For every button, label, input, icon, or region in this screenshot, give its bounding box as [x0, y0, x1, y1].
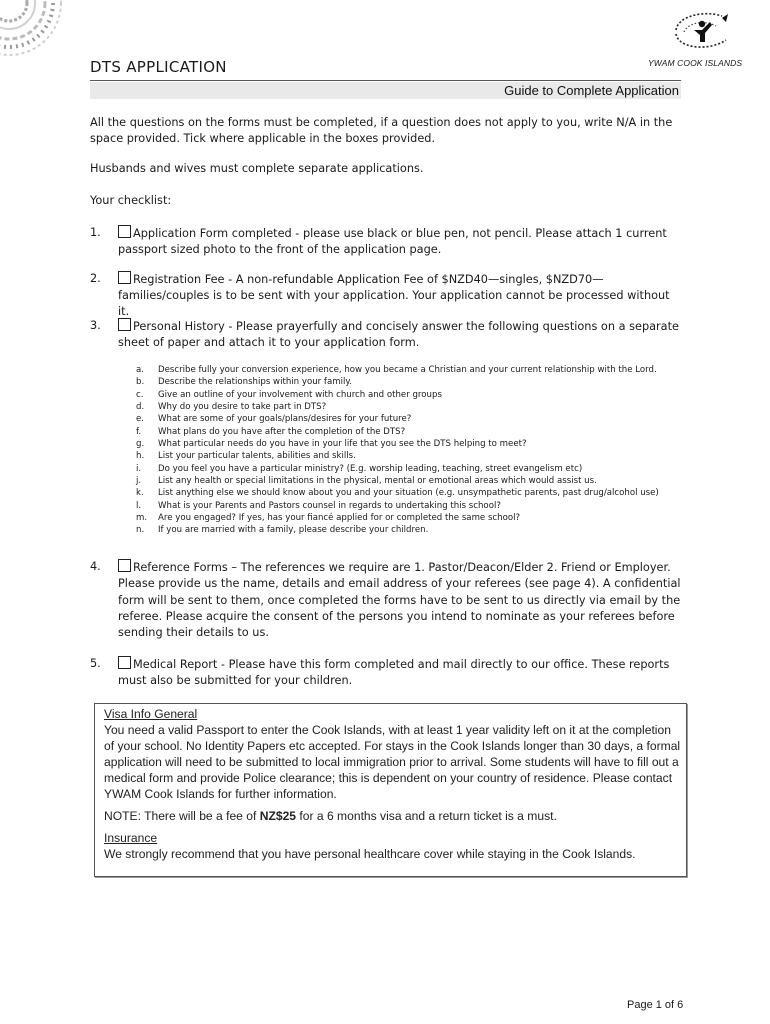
- question-item: m. Are you engaged? If yes, has your fiancé applied for or completed the same school?: [136, 513, 521, 524]
- checklist-item: [90, 271, 682, 320]
- visa-body: You need a valid Passport to enter the Cook Islands, with at least 1 year validity left on it at the completion of your school. No Identity Papers etc accepted. For stays in the Cook Islands longer than 30 days, a formal application will need to be submitted to local immigration prior to arrival. Some students will have to fill out a medical form and provide Police clearance; this is dependent on your country of residence. Please contact YWAM Cook Islands for further information.: [104, 723, 681, 801]
- question-item: l. What is your Parents and Pastors counsel in regards to undertaking this school?: [136, 500, 501, 511]
- item-number: 3.: [90, 319, 101, 332]
- checkbox[interactable]: [118, 271, 131, 284]
- checklist-item: [90, 559, 682, 641]
- checklist-label: Your checklist:: [90, 194, 172, 207]
- question-item: a. Describe fully your conversion experience, how you became a Christian and your current relationship with the Lord.: [136, 365, 657, 375]
- mandala-decoration: [0, 0, 64, 58]
- item-number: 1.: [90, 226, 101, 239]
- ywam-logo: [664, 8, 736, 54]
- visa-fee-amount: NZ$25: [259, 809, 297, 823]
- checkbox[interactable]: [118, 656, 131, 669]
- question-item: e. What are some of your goals/plans/desires for your future?: [136, 414, 412, 425]
- visa-info-box: [94, 703, 687, 877]
- item-number: 2.: [90, 272, 101, 285]
- guide-title: Guide to Complete Application: [504, 83, 679, 98]
- question-item: i. Do you feel you have a particular ministry? (E.g. worship leading, teaching, street evangelism etc): [136, 463, 583, 474]
- question-item: k. List anything else we should know about you and your situation (e.g. unsympathetic parents, past drug/alcohol use): [136, 488, 659, 499]
- question-item: j. List any health or special limitations in the physical, mental or emotional areas which would assist us.: [136, 476, 597, 487]
- personal-history-questions: [136, 364, 696, 537]
- visa-heading: Visa Info General: [104, 707, 198, 721]
- question-item: h. List your particular talents, abilities and skills.: [136, 451, 356, 462]
- question-item: c. Give an outline of your involvement with church and other groups: [136, 389, 442, 400]
- organization-name: YWAM COOK ISLANDS: [648, 58, 743, 68]
- checklist-item: [90, 318, 682, 351]
- item-text: Medical Report - Please have this form completed and mail directly to our office. These reports must also be submitted for your children.: [118, 658, 670, 687]
- question-item: f. What plans do you have after the completion of the DTS?: [136, 426, 406, 437]
- page-number: Page 1 of 6: [627, 999, 684, 1011]
- item-number: 4.: [90, 560, 101, 573]
- item-text: Registration Fee - A non-refundable Application Fee of $NZD40—singles, $NZD70— families/couples is to be sent with your application. Your application cannot be processed without it.: [118, 273, 670, 318]
- checklist-item: [90, 225, 682, 258]
- guide-header-bar: [90, 82, 681, 99]
- question-item: b. Describe the relationships within your family.: [136, 377, 352, 388]
- item-text: Reference Forms – The references we require are 1. Pastor/Deacon/Elder 2. Friend or Employer. Please provide us the name, details and email address of your referees (see page 4). A confidential form will be sent to them, once completed the forms have to be sent to us directly via email by the referee. Please acquire the consent of the persons you intend to nominate as your referees before sending their details to us.: [118, 561, 681, 640]
- document-title: DTS APPLICATION: [90, 58, 227, 76]
- item-number: 5.: [90, 657, 101, 670]
- checkbox[interactable]: [118, 318, 131, 331]
- checkbox[interactable]: [118, 225, 131, 238]
- separate-applications-note: Husbands and wives must complete separate applications.: [90, 162, 424, 175]
- title-divider: [90, 80, 681, 81]
- visa-fee-note: NOTE: There will be a fee of NZ$25 for a 6 months visa and a return ticket is a must.: [104, 809, 557, 823]
- question-item: n. If you are married with a family, please describe your children.: [136, 525, 429, 536]
- question-item: g. What particular needs do you have in your life that you see the DTS helping to meet?: [136, 439, 527, 450]
- question-item: d. Why do you desire to take part in DTS?: [136, 402, 327, 413]
- insurance-body: We strongly recommend that you have personal healthcare cover while staying in the Cook Islands.: [104, 847, 636, 861]
- checkbox[interactable]: [118, 559, 131, 572]
- intro-paragraph: All the questions on the forms must be completed, if a question does not apply to you, write N/A in the space provided. Tick where applicable in the boxes provided.: [90, 116, 673, 145]
- checklist-item: [90, 656, 682, 689]
- item-text: Personal History - Please prayerfully and concisely answer the following questions on a separate sheet of paper and attach it to your application form.: [118, 320, 679, 349]
- insurance-heading: Insurance: [104, 831, 158, 845]
- item-text: Application Form completed - please use black or blue pen, not pencil. Please attach 1 current passport sized photo to the front of the application page.: [118, 227, 667, 256]
